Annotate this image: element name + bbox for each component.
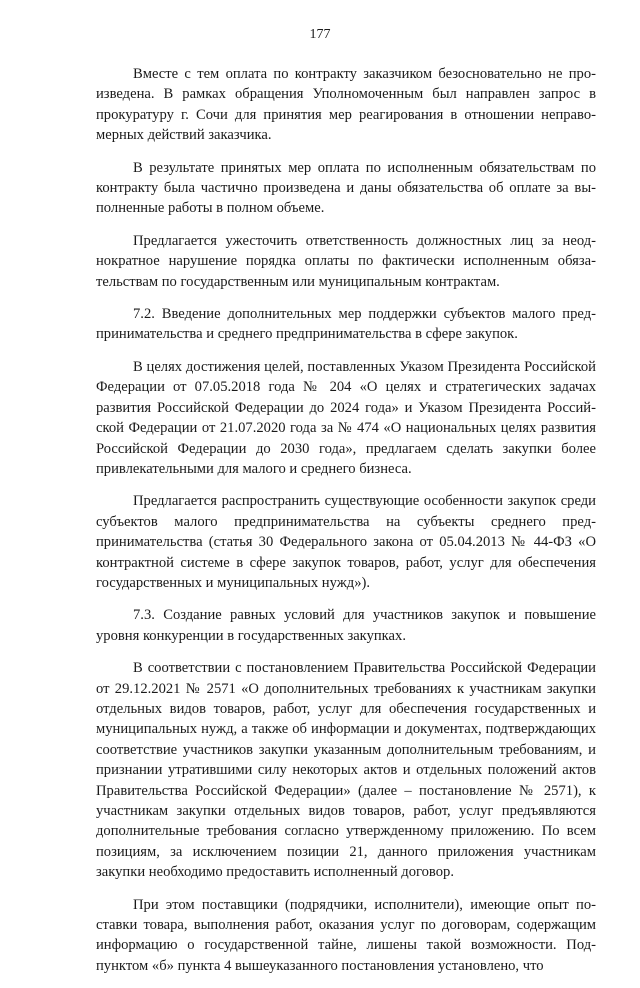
- paragraph: Вместе с тем оплата по контракту заказчиком безосновательно не произведена. В рамках обращения Уполномоченным был направлен запрос в прокуратуру г. Сочи для принятия мер реагирования в отношении неправомерных действий заказчика.: [96, 66, 596, 144]
- section-heading: 7.3. Создание равных условий для участников закупок и повышение уровня конкуренции в государственных закупках.: [96, 607, 596, 644]
- paragraph: Предлагается распространить существующие особенности закупок среди субъектов малого предпринимательства на субъекты среднего предпринимательства (статья 30 Федерального закона от 05.04.2013 № 44-ФЗ «О контрактной системе в сфере закупок товаров, работ, услуг для обеспечения государственных и муниципальных нужд»).: [96, 493, 596, 591]
- paragraph: В соответствии с постановлением Правительства Российской Федерации от 29.12.2021 № 2571 «О дополнительных требованиях к участникам закупки отдельных видов товаров, работ, услуг для обеспечения государственных и муниципальных нужд, а также об информации и документах, подтверждающих соответствие участников закупки указанным дополнительным требованиям, и признании утратившими силу некоторых актов и отдельных положений актов Правительства Российской Федерации» (далее – постановление № 2571), к участникам закупки отдельных видов товаров, работ, услуг предъявляются дополнительные требования согласно утвержденному приложению. По всем позициям, за исключением позиции 21, данного приложения участникам закупки необходимо предоставить исполненный договор.: [96, 660, 596, 881]
- page-number: 177: [309, 27, 331, 42]
- paragraph: При этом поставщики (подрядчики, исполнители), имеющие опыт поставки товара, выполнения работ, оказания услуг по договорам, содержащим информацию о государственной тайне, лишены такой возможности. Подпунктом «б» пункта 4 вышеуказанного постановления установлено, что: [96, 896, 596, 974]
- section-heading: 7.2. Введение дополнительных мер поддержки субъектов малого предпринимательства и среднего предпринимательства в сфере закупок.: [96, 306, 596, 343]
- paragraph: В результате принятых мер оплата по исполненным обязательствам по контракту была частично произведена и даны обязательства об оплате за выполненные работы в полном объеме.: [96, 159, 596, 217]
- paragraph: Предлагается ужесточить ответственность должностных лиц за неоднократное нарушение порядка оплаты по фактически исполненным обязательствам по государственным или муниципальным контрактам.: [96, 232, 596, 290]
- document-body: [96, 64, 596, 988]
- paragraph: В целях достижения целей, поставленных Указом Президента Российской Федерации от 07.05.2018 года № 204 «О целях и стратегических задачах развития Российской Федерации до 2024 года» и Указом Президента Российской Федерации от 21.07.2020 года за № 474 «О национальных целях развития Российской Федерации до 2030 года», предлагаем сделать закупки более привлекательными для малого и среднего бизнеса.: [96, 358, 596, 477]
